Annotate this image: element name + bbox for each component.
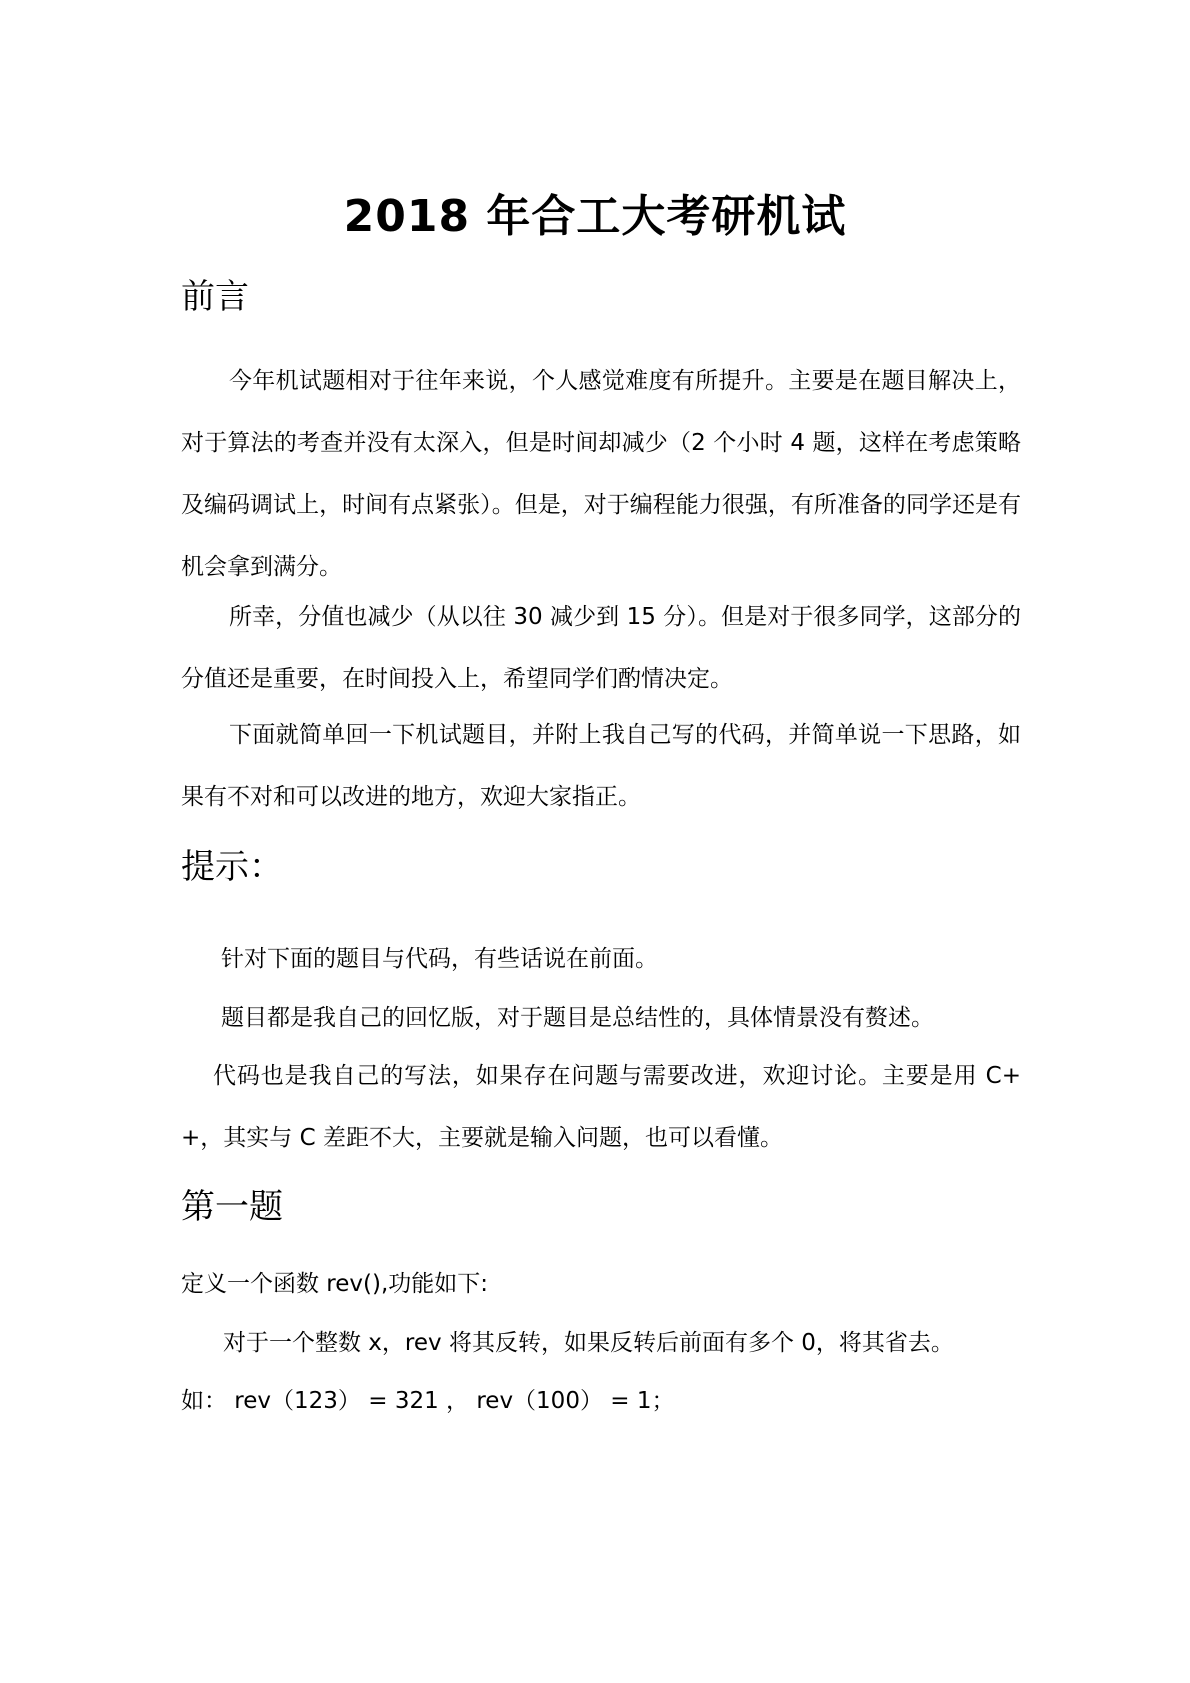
preface-paragraph: 今年机试题相对于往年来说，个人感觉难度有所提升。主要是在题目解决上，对于算法的考查并没有太深入，但是时间却减少（2 个小时 4 题，这样在考虑策略及编码调试上，时间有点紧张）。但是，对于编程能力很强，有所准备的同学还是有机会拿到满分。 <box>181 368 1021 580</box>
section-heading-q1: 第一题 <box>181 1187 283 1227</box>
tips-paragraph: 代码也是我自己的写法，如果存在问题与需要改进，欢迎讨论。主要是用 C++，其实与 C 差距不大，主要就是输入问题，也可以看懂。 <box>181 1063 1021 1151</box>
preface-paragraph: 下面就简单回一下机试题目，并附上我自己写的代码，并简单说一下思路，如果有不对和可以改进的地方，欢迎大家指正。 <box>181 722 1021 810</box>
tips-paragraph: 针对下面的题目与代码，有些话说在前面。 <box>221 946 658 972</box>
tips-paragraph: 题目都是我自己的回忆版，对于题目是总结性的，具体情景没有赘述。 <box>221 1005 934 1031</box>
q1-text-line: 对于一个整数 x，rev 将其反转，如果反转后前面有多个 0，将其省去。 <box>223 1330 954 1356</box>
q1-text-line: 定义一个函数 rev(),功能如下: <box>181 1271 489 1297</box>
section-heading-tips: 提示： <box>181 847 283 887</box>
q1-example-line: 如： rev（123） = 321 ， rev（100） = 1； <box>181 1388 675 1414</box>
document-title: 2018 年合工大考研机试 <box>343 191 847 242</box>
section-heading-preface: 前言 <box>181 277 249 317</box>
preface-paragraph: 所幸，分值也减少（从以往 30 减少到 15 分）。但是对于很多同学，这部分的分值还是重要，在时间投入上，希望同学们酌情决定。 <box>181 604 1021 692</box>
